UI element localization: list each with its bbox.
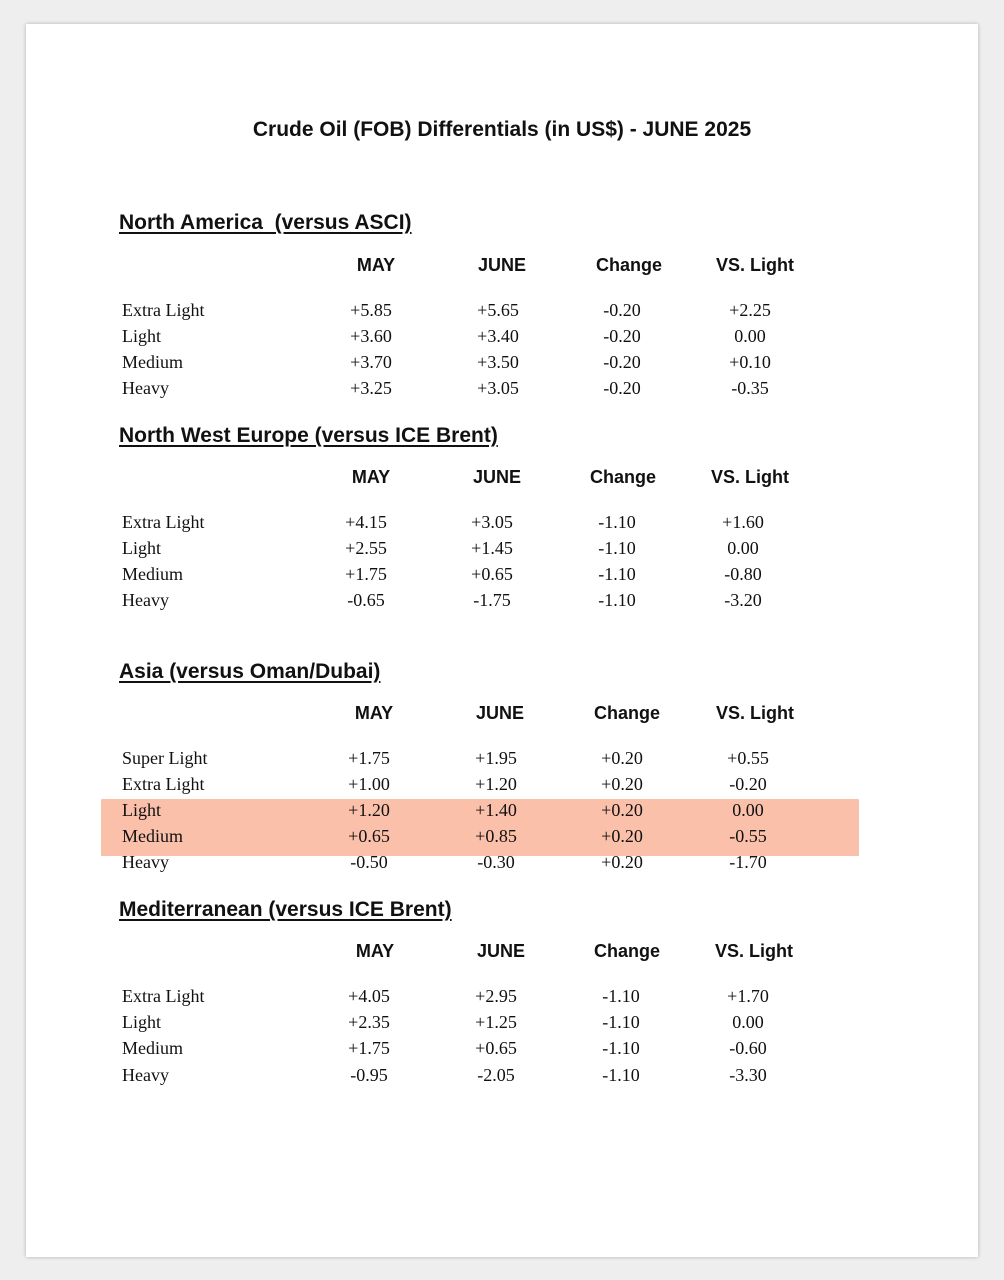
vs-light-value: 0.00 bbox=[734, 326, 766, 346]
june-value: +1.95 bbox=[475, 748, 517, 768]
grade-label: Medium bbox=[122, 564, 183, 584]
may-value: +3.70 bbox=[350, 352, 392, 372]
change-value: +0.20 bbox=[601, 826, 643, 846]
change-value: +0.20 bbox=[601, 774, 643, 794]
grade-label: Extra Light bbox=[122, 512, 205, 532]
may-value: -0.50 bbox=[350, 852, 388, 872]
june-value: +0.65 bbox=[475, 1038, 517, 1058]
col-header-june: JUNE bbox=[472, 467, 522, 487]
grade-label: Light bbox=[122, 1012, 161, 1032]
col-header-june: JUNE bbox=[475, 703, 525, 723]
june-value: +1.40 bbox=[475, 800, 517, 820]
col-header-change: Change bbox=[589, 467, 657, 487]
vs-light-value: +0.10 bbox=[729, 352, 771, 372]
col-header-vs-light: VS. Light bbox=[715, 941, 793, 961]
may-value: -0.65 bbox=[347, 590, 385, 610]
col-header-change: Change bbox=[595, 255, 663, 275]
may-value: +3.60 bbox=[350, 326, 392, 346]
change-value: -1.10 bbox=[602, 1012, 640, 1032]
vs-light-value: 0.00 bbox=[732, 1012, 764, 1032]
vs-light-value: -3.30 bbox=[729, 1065, 767, 1085]
june-value: +3.05 bbox=[471, 512, 513, 532]
june-value: +2.95 bbox=[475, 986, 517, 1006]
grade-label: Medium bbox=[122, 352, 183, 372]
col-header-may: MAY bbox=[355, 941, 395, 961]
may-value: +1.75 bbox=[348, 1038, 390, 1058]
june-value: +1.20 bbox=[475, 774, 517, 794]
may-value: +5.85 bbox=[350, 300, 392, 320]
vs-light-value: -0.60 bbox=[729, 1038, 767, 1058]
may-value: +1.75 bbox=[348, 748, 390, 768]
vs-light-value: +1.60 bbox=[722, 512, 764, 532]
grade-label: Extra Light bbox=[122, 300, 205, 320]
june-value: +1.45 bbox=[471, 538, 513, 558]
change-value: -1.10 bbox=[598, 590, 636, 610]
vs-light-value: -3.20 bbox=[724, 590, 762, 610]
june-value: +0.85 bbox=[475, 826, 517, 846]
june-value: -1.75 bbox=[473, 590, 511, 610]
june-value: +1.25 bbox=[475, 1012, 517, 1032]
col-header-change: Change bbox=[593, 941, 661, 961]
may-value: +0.65 bbox=[348, 826, 390, 846]
section-heading: Mediterranean (versus ICE Brent) bbox=[119, 898, 452, 921]
may-value: +4.05 bbox=[348, 986, 390, 1006]
vs-light-value: +2.25 bbox=[729, 300, 771, 320]
col-header-may: MAY bbox=[354, 703, 394, 723]
june-value: +0.65 bbox=[471, 564, 513, 584]
grade-label: Heavy bbox=[122, 590, 169, 610]
may-value: +1.20 bbox=[348, 800, 390, 820]
may-value: +4.15 bbox=[345, 512, 387, 532]
col-header-vs-light: VS. Light bbox=[716, 703, 794, 723]
change-value: -0.20 bbox=[603, 300, 641, 320]
vs-light-value: 0.00 bbox=[727, 538, 759, 558]
may-value: +1.75 bbox=[345, 564, 387, 584]
section-heading: North America (versus ASCI) bbox=[119, 211, 412, 234]
june-value: +3.05 bbox=[477, 378, 519, 398]
col-header-vs-light: VS. Light bbox=[716, 255, 794, 275]
change-value: -0.20 bbox=[603, 352, 641, 372]
change-value: +0.20 bbox=[601, 748, 643, 768]
col-header-may: MAY bbox=[351, 467, 391, 487]
vs-light-value: +1.70 bbox=[727, 986, 769, 1006]
grade-label: Heavy bbox=[122, 1065, 169, 1085]
june-value: +5.65 bbox=[477, 300, 519, 320]
section-heading: North West Europe (versus ICE Brent) bbox=[119, 424, 498, 447]
grade-label: Medium bbox=[122, 1038, 183, 1058]
vs-light-value: -0.55 bbox=[729, 826, 767, 846]
grade-label: Light bbox=[122, 800, 161, 820]
vs-light-value: 0.00 bbox=[732, 800, 764, 820]
change-value: -1.10 bbox=[602, 986, 640, 1006]
may-value: +2.35 bbox=[348, 1012, 390, 1032]
vs-light-value: +0.55 bbox=[727, 748, 769, 768]
grade-label: Heavy bbox=[122, 378, 169, 398]
col-header-june: JUNE bbox=[476, 941, 526, 961]
vs-light-value: -0.20 bbox=[729, 774, 767, 794]
change-value: -1.10 bbox=[598, 538, 636, 558]
grade-label: Heavy bbox=[122, 852, 169, 872]
change-value: +0.20 bbox=[601, 852, 643, 872]
change-value: -1.10 bbox=[598, 512, 636, 532]
col-header-june: JUNE bbox=[477, 255, 527, 275]
document-title: Crude Oil (FOB) Differentials (in US$) - JUNE 2025 bbox=[252, 118, 752, 141]
col-header-change: Change bbox=[593, 703, 661, 723]
change-value: -1.10 bbox=[602, 1065, 640, 1085]
may-value: +3.25 bbox=[350, 378, 392, 398]
section-heading: Asia (versus Oman/Dubai) bbox=[119, 660, 381, 683]
grade-label: Light bbox=[122, 326, 161, 346]
vs-light-value: -0.35 bbox=[731, 378, 769, 398]
grade-label: Medium bbox=[122, 826, 183, 846]
col-header-vs-light: VS. Light bbox=[711, 467, 789, 487]
june-value: -2.05 bbox=[477, 1065, 515, 1085]
may-value: -0.95 bbox=[350, 1065, 388, 1085]
grade-label: Extra Light bbox=[122, 986, 205, 1006]
change-value: -1.10 bbox=[602, 1038, 640, 1058]
grade-label: Light bbox=[122, 538, 161, 558]
change-value: -0.20 bbox=[603, 378, 641, 398]
change-value: -0.20 bbox=[603, 326, 641, 346]
vs-light-value: -1.70 bbox=[729, 852, 767, 872]
vs-light-value: -0.80 bbox=[724, 564, 762, 584]
grade-label: Super Light bbox=[122, 748, 208, 768]
june-value: +3.50 bbox=[477, 352, 519, 372]
june-value: -0.30 bbox=[477, 852, 515, 872]
change-value: -1.10 bbox=[598, 564, 636, 584]
grade-label: Extra Light bbox=[122, 774, 205, 794]
change-value: +0.20 bbox=[601, 800, 643, 820]
may-value: +1.00 bbox=[348, 774, 390, 794]
col-header-may: MAY bbox=[356, 255, 396, 275]
june-value: +3.40 bbox=[477, 326, 519, 346]
may-value: +2.55 bbox=[345, 538, 387, 558]
